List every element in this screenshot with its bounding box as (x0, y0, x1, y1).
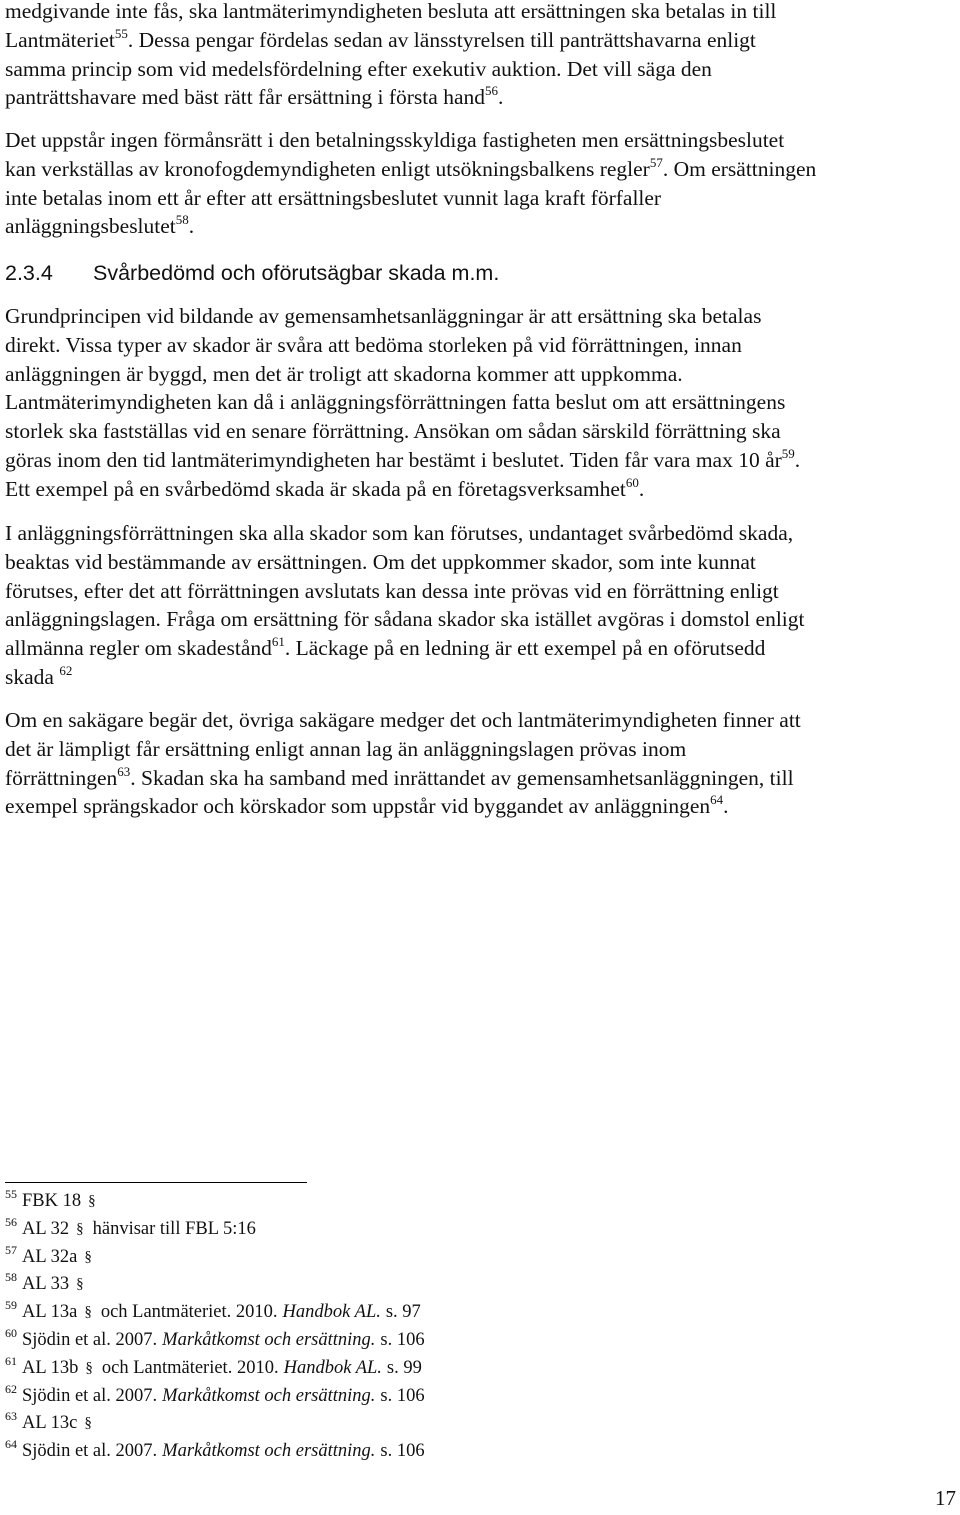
line-text: I anläggningsförrättningen ska alla skador som kan förutses, undantaget svårbedömd skada, (5, 521, 794, 545)
line-text-after: . (723, 794, 729, 819)
footnote-page: s. 99 (386, 1357, 422, 1378)
line-text: kan verkställas av kronofogdemyndigheten enligt utsökningsbalkens regler (5, 156, 650, 181)
line-text: inte betalas inom ett år efter att ersättningsbeslutet vunnit laga kraft förfaller (5, 185, 662, 210)
footnote (5, 1437, 425, 1462)
text-line (5, 212, 957, 241)
section-sign-icon: § (76, 1220, 84, 1237)
text-line (5, 360, 957, 389)
footnote-source: AL 13a (22, 1302, 78, 1323)
footnote-number: 55 (5, 1187, 17, 1201)
line-text: panträttshavare med bäst rätt får ersättning i första hand (5, 85, 485, 110)
text-line (5, 577, 957, 606)
section-sign-icon: § (84, 1248, 92, 1265)
text-line (5, 26, 957, 55)
text-line (5, 417, 957, 446)
section-sign-icon: § (84, 1304, 92, 1321)
footnote-number: 60 (5, 1326, 17, 1340)
footnote-text: och Lantmäteriet. 2010. (100, 1302, 278, 1323)
text-line (5, 519, 957, 548)
line-text-after: . (188, 214, 195, 239)
footnote-page: s. 97 (385, 1302, 421, 1323)
line-text: Grundprincipen vid bildande av gemensamhetsanläggningar är att ersättning ska betalas (5, 304, 762, 328)
footnote-number: 64 (5, 1437, 17, 1452)
footnote-source: AL 32a (22, 1246, 78, 1267)
footnote-source: Sjödin et al. 2007. (22, 1385, 158, 1406)
footnote-reference[interactable]: 55 (114, 25, 128, 41)
text-line (5, 55, 957, 84)
line-text: medgivande inte fås, ska lantmäterimyndigheten besluta att ersättningen ska betalas in till (5, 0, 777, 23)
footnote (5, 1270, 84, 1295)
footnote-reference[interactable]: 61 (271, 634, 285, 650)
footnote-source: FBK 18 (22, 1191, 82, 1211)
line-text: allmänna regler om skadestånd (5, 636, 272, 661)
footnote-number: 56 (5, 1214, 17, 1229)
line-text: samma princip som vid medelsfördelning efter exekutiv auktion. Det vill säga den (5, 56, 712, 81)
line-text: anläggningen är byggd, men det är troligt att skadorna kommer att uppkomma. (5, 361, 683, 386)
footnote-page: s. 106 (380, 1330, 425, 1350)
line-text: exempel sprängskador och körskador som uppstår vid byggandet av anläggningen (5, 794, 711, 819)
line-text-after: . Skadan ska ha samband med inrättandet av gemensamhetsanläggningen, till (130, 765, 794, 790)
section-title: Svårbedömd och oförutsägbar skada m.m. (93, 261, 500, 285)
footnote-reference[interactable]: 64 (710, 792, 724, 808)
section-sign-icon: § (76, 1276, 84, 1293)
text-line (5, 605, 957, 634)
line-text: Om en sakägare begär det, övriga sakägare medger det och lantmäterimyndigheten finner att (5, 708, 801, 732)
footnote-reference[interactable]: 57 (649, 154, 663, 170)
line-text-after: . Dessa pengar fördelas sedan av länsstyrelsen till panträttshavarna enligt (127, 27, 756, 52)
footnote-reference[interactable]: 59 (781, 445, 795, 461)
line-text: Ett exempel på en svårbedömd skada är skada på en företagsverksamhet (5, 476, 626, 501)
text-line (5, 388, 957, 417)
line-text: beaktas vid bestämmande av ersättningen. Om det uppkommer skador, som inte kunnat (5, 549, 756, 574)
text-line (5, 792, 957, 821)
section-heading (5, 259, 499, 287)
footnote (5, 1187, 96, 1212)
footnote-number: 59 (5, 1298, 17, 1313)
line-text-after: . (794, 447, 801, 472)
footnote-reference[interactable]: 62 (59, 662, 73, 678)
footnote-page: s. 106 (380, 1385, 425, 1406)
footnote-number: 63 (5, 1409, 17, 1424)
line-text: anläggningslagen. Fråga om ersättning för sådana skador ska istället avgöras i domstol enligt (5, 607, 805, 632)
footnote-reference[interactable]: 60 (625, 474, 639, 490)
section-sign-icon: § (84, 1415, 92, 1432)
text-line (5, 663, 957, 692)
footnote (5, 1409, 92, 1434)
text-line (5, 331, 957, 360)
footnote-separator (5, 1182, 307, 1183)
footnote-reference[interactable]: 58 (175, 212, 189, 228)
text-line (5, 155, 957, 184)
text-line (5, 0, 957, 26)
footnote-number: 61 (5, 1353, 17, 1368)
line-text: göras inom den tid lantmäterimyndigheten har bestämt i beslutet. Tiden får vara max 10 år (5, 447, 782, 472)
text-line (5, 475, 957, 504)
footnote-source: Sjödin et al. 2007. (22, 1441, 158, 1462)
line-text: storlek ska fastställas vid en senare förrättning. Ansökan om sådan särskild förrättning ska (5, 419, 781, 444)
footnote-reference[interactable]: 63 (117, 763, 131, 779)
line-text: skada (5, 664, 60, 689)
footnote-number: 62 (5, 1381, 17, 1396)
line-text: direkt. Vissa typer av skador är svåra att bedöma storleken på vid förrättningen, innan (5, 332, 742, 357)
footnote (5, 1353, 422, 1379)
section-sign-icon: § (85, 1359, 93, 1376)
text-line (5, 764, 957, 793)
footnote (5, 1298, 421, 1323)
footnote (5, 1326, 425, 1351)
footnote (5, 1242, 92, 1268)
line-text: förutses, efter det att förrättningen avslutats kan dessa inte prövas vid en förrättning enligt (5, 578, 779, 603)
footnote-number: 57 (5, 1242, 17, 1257)
section-number: 2.3.4 (5, 261, 53, 285)
footnote-text: hänvisar till FBL 5:16 (92, 1218, 256, 1239)
text-line (5, 184, 957, 213)
text-line (5, 706, 957, 735)
footnote-source: AL 13c (22, 1413, 78, 1434)
footnote-title: Markåtkomst och ersättning. (162, 1330, 376, 1350)
footnote-page: s. 106 (380, 1441, 425, 1462)
section-sign-icon: § (88, 1193, 96, 1209)
line-text-after: . Om ersättningen (662, 156, 817, 181)
footnote-source: Sjödin et al. 2007. (22, 1330, 158, 1350)
line-text-after: . (638, 476, 645, 501)
line-text: Det uppstår ingen förmånsrätt i den betalningsskyldiga fastigheten men ersättningsbeslutet (5, 128, 785, 152)
paragraph-4 (5, 519, 957, 692)
paragraph-3 (5, 302, 957, 504)
line-text-after: . (497, 85, 504, 110)
text-line (5, 446, 957, 475)
footnote (5, 1214, 256, 1240)
text-line (5, 548, 957, 577)
page-number: 17 (935, 1486, 956, 1510)
text-line (5, 302, 957, 331)
text-line (5, 735, 957, 764)
line-text: förrättningen (5, 765, 118, 790)
line-text: Lantmäterimyndigheten kan då i anläggningsförrättningen fatta beslut om att ersättningens (5, 390, 786, 415)
footnote-number: 58 (5, 1270, 17, 1285)
footnote-source: AL 32 (22, 1218, 70, 1239)
line-text-after: . Läckage på en ledning är ett exempel på en oförutsedd (284, 636, 766, 661)
footnote (5, 1381, 425, 1407)
paragraph-1 (5, 0, 957, 112)
footnote-source: AL 33 (22, 1274, 70, 1295)
text-line (5, 634, 957, 663)
footnote-reference[interactable]: 56 (484, 83, 498, 99)
line-text: Lantmäteriet (5, 27, 115, 52)
text-line (5, 83, 957, 112)
footnote-title: Markåtkomst och ersättning. (162, 1385, 376, 1406)
paragraph-2 (5, 126, 957, 241)
footnote-source: AL 13b (22, 1357, 79, 1378)
footnote-text: och Lantmäteriet. 2010. (101, 1357, 279, 1378)
line-text: anläggningsbeslutet (5, 214, 176, 239)
paragraph-5 (5, 706, 957, 821)
footnote-title: Handbok AL. (282, 1302, 381, 1323)
footnote-title: Handbok AL. (283, 1357, 382, 1378)
line-text: det är lämpligt får ersättning enligt annan lag än anläggningslagen prövas inom (5, 736, 687, 761)
footnote-title: Markåtkomst och ersättning. (162, 1441, 376, 1462)
text-line (5, 126, 957, 155)
